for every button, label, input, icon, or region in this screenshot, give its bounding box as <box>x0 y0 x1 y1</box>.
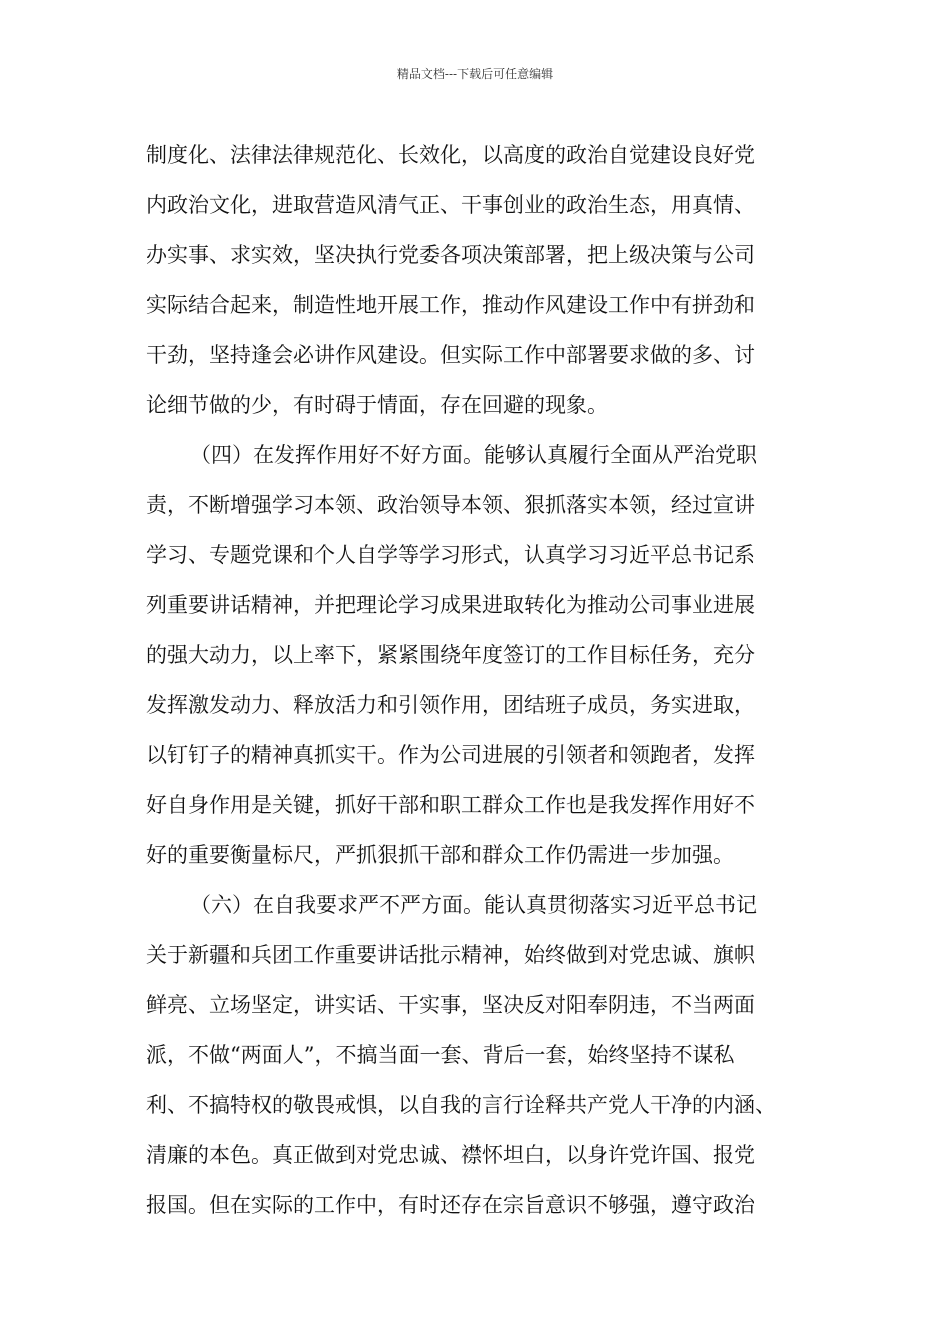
text-line: 关于新疆和兵团工作重要讲话批示精神，始终做到对党忠诚、旗帜 <box>146 943 755 967</box>
text-line: 责，不断增强学习本领、政治领导本领、狠抓落实本领，经过宣讲 <box>146 493 755 517</box>
text-line: 好的重要衡量标尺，严抓狠抓干部和群众工作仍需进一步加强。 <box>146 843 734 867</box>
text-line: 以钉钉子的精神真抓实干。作为公司进展的引领者和领跑者，发挥 <box>146 743 755 767</box>
text-line: 制度化、法律法律规范化、长效化，以高度的政治自觉建设良好党 <box>146 143 755 167</box>
text-line: 办实事、求实效，坚决执行党委各项决策部署，把上级决策与公司 <box>146 243 755 267</box>
text-line: 实际结合起来，制造性地开展工作，推动作风建设工作中有拼劲和 <box>146 293 755 317</box>
paragraph-start-line: （六）在自我要求严不严方面。能认真贯彻落实习近平总书记 <box>190 893 757 917</box>
document-body <box>146 130 816 1230</box>
text-line: 利、不搞特权的敬畏戒惧，以自我的言行诠释共产党人干净的内涵、 <box>146 1093 776 1117</box>
text-line: 学习、专题党课和个人自学等学习形式，认真学习习近平总书记系 <box>146 543 755 567</box>
text-line: 列重要讲话精神，并把理论学习成果进取转化为推动公司事业进展 <box>146 593 755 617</box>
paragraph-start-line: （四）在发挥作用好不好方面。能够认真履行全面从严治党职 <box>190 443 757 467</box>
text-line: 的强大动力，以上率下，紧紧围绕年度签订的工作目标任务，充分 <box>146 643 755 667</box>
text-line: 派，不做“两面人”，不搞当面一套、背后一套，始终坚持不谋私 <box>146 1043 735 1067</box>
text-line: 好自身作用是关键，抓好干部和职工群众工作也是我发挥作用好不 <box>146 793 755 817</box>
text-line: 内政治文化，进取营造风清气正、干事创业的政治生态，用真情、 <box>146 193 755 217</box>
text-line: 鲜亮、立场坚定，讲实话、干实事，坚决反对阳奉阴违，不当两面 <box>146 993 755 1017</box>
text-line: 报国。但在实际的工作中，有时还存在宗旨意识不够强，遵守政治 <box>146 1193 755 1217</box>
text-line: 干劲，坚持逢会必讲作风建设。但实际工作中部署要求做的多、讨 <box>146 343 755 367</box>
text-line: 发挥激发动力、释放活力和引领作用，团结班子成员，务实进取， <box>146 693 755 717</box>
page-header: 精品文档---下载后可任意编辑 <box>396 67 554 81</box>
text-line: 论细节做的少，有时碍于情面，存在回避的现象。 <box>146 393 608 417</box>
text-line: 清廉的本色。真正做到对党忠诚、襟怀坦白，以身许党许国、报党 <box>146 1143 755 1167</box>
